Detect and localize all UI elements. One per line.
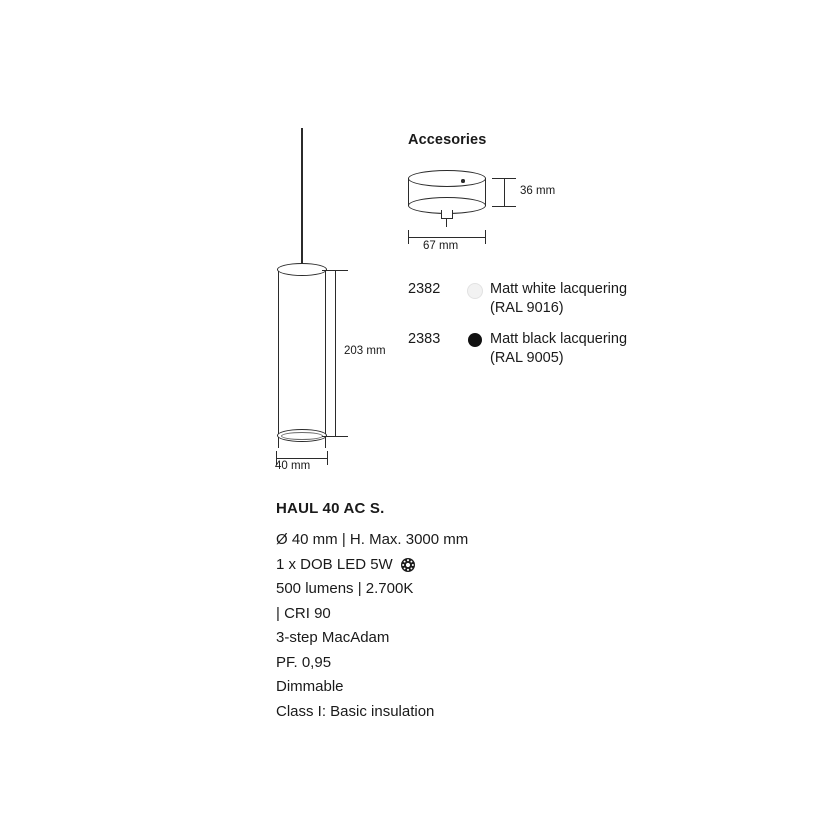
- canopy-width-line: [408, 237, 486, 238]
- spec-line-dimensions: Ø 40 mm | H. Max. 3000 mm: [276, 531, 469, 548]
- width-dimension-line: [276, 458, 328, 459]
- finish-code: 2382: [408, 281, 441, 297]
- finish-code: 2383: [408, 331, 441, 347]
- canopy-cable-stem: [446, 219, 447, 227]
- width-dimension-tick-right: [327, 451, 328, 465]
- led-chip-icon: [400, 557, 416, 573]
- spec-line-dimmable: Dimmable: [276, 678, 344, 695]
- spec-line-lumens: 500 lumens | 2.700K: [276, 580, 414, 597]
- canopy-top-ellipse: [408, 170, 486, 187]
- finish-label: Matt black lacquering (RAL 9005): [490, 331, 628, 366]
- spec-line-insulation-class: Class I: Basic insulation: [276, 702, 435, 720]
- canopy-height-label: 36 mm: [520, 185, 556, 197]
- finish-options-list: [408, 280, 738, 380]
- cylinder-bottom-inner-ellipse: [281, 432, 323, 440]
- page-title: HAUL 40 AC S.: [276, 500, 385, 517]
- finish-label: Matt white lacquering (RAL 9016): [490, 281, 628, 316]
- accessories-section: [408, 132, 738, 366]
- canopy-cable-outlet: [441, 210, 453, 219]
- spec-line-source: [276, 553, 716, 578]
- width-dimension-label: 40 mm: [275, 460, 311, 472]
- canopy-height-line: [504, 178, 505, 206]
- finish-swatch-cell: [460, 330, 490, 347]
- cylinder-body: [278, 270, 326, 448]
- color-swatch-icon: [468, 333, 482, 347]
- suspension-cable: [301, 128, 303, 273]
- list-item[interactable]: [408, 330, 738, 368]
- canopy-width-label: 67 mm: [423, 240, 459, 252]
- list-item[interactable]: [408, 280, 738, 318]
- cylinder-top-ellipse: [277, 263, 327, 276]
- spec-line-macadam: 3-step MacAdam: [276, 629, 390, 646]
- product-drawing: [260, 120, 400, 480]
- color-swatch-icon: [467, 283, 483, 299]
- accessories-title: Accesories: [408, 132, 487, 148]
- height-dimension-line: [335, 270, 336, 436]
- canopy-screw-dot: [461, 179, 465, 183]
- finish-swatch-cell: [460, 280, 490, 299]
- height-dimension-label: 203 mm: [344, 345, 386, 357]
- canopy-height-tick-bottom: [492, 206, 516, 207]
- canopy-width-tick-right: [485, 230, 486, 244]
- specifications-block: [276, 500, 716, 724]
- height-dimension-tick-bottom: [322, 436, 348, 437]
- canopy-drawing: [408, 164, 608, 274]
- spec-line-source-text: 1 x DOB LED 5W: [276, 555, 393, 573]
- spec-line-cri: | CRI 90: [276, 604, 331, 622]
- spec-line-power-factor: PF. 0,95: [276, 653, 332, 671]
